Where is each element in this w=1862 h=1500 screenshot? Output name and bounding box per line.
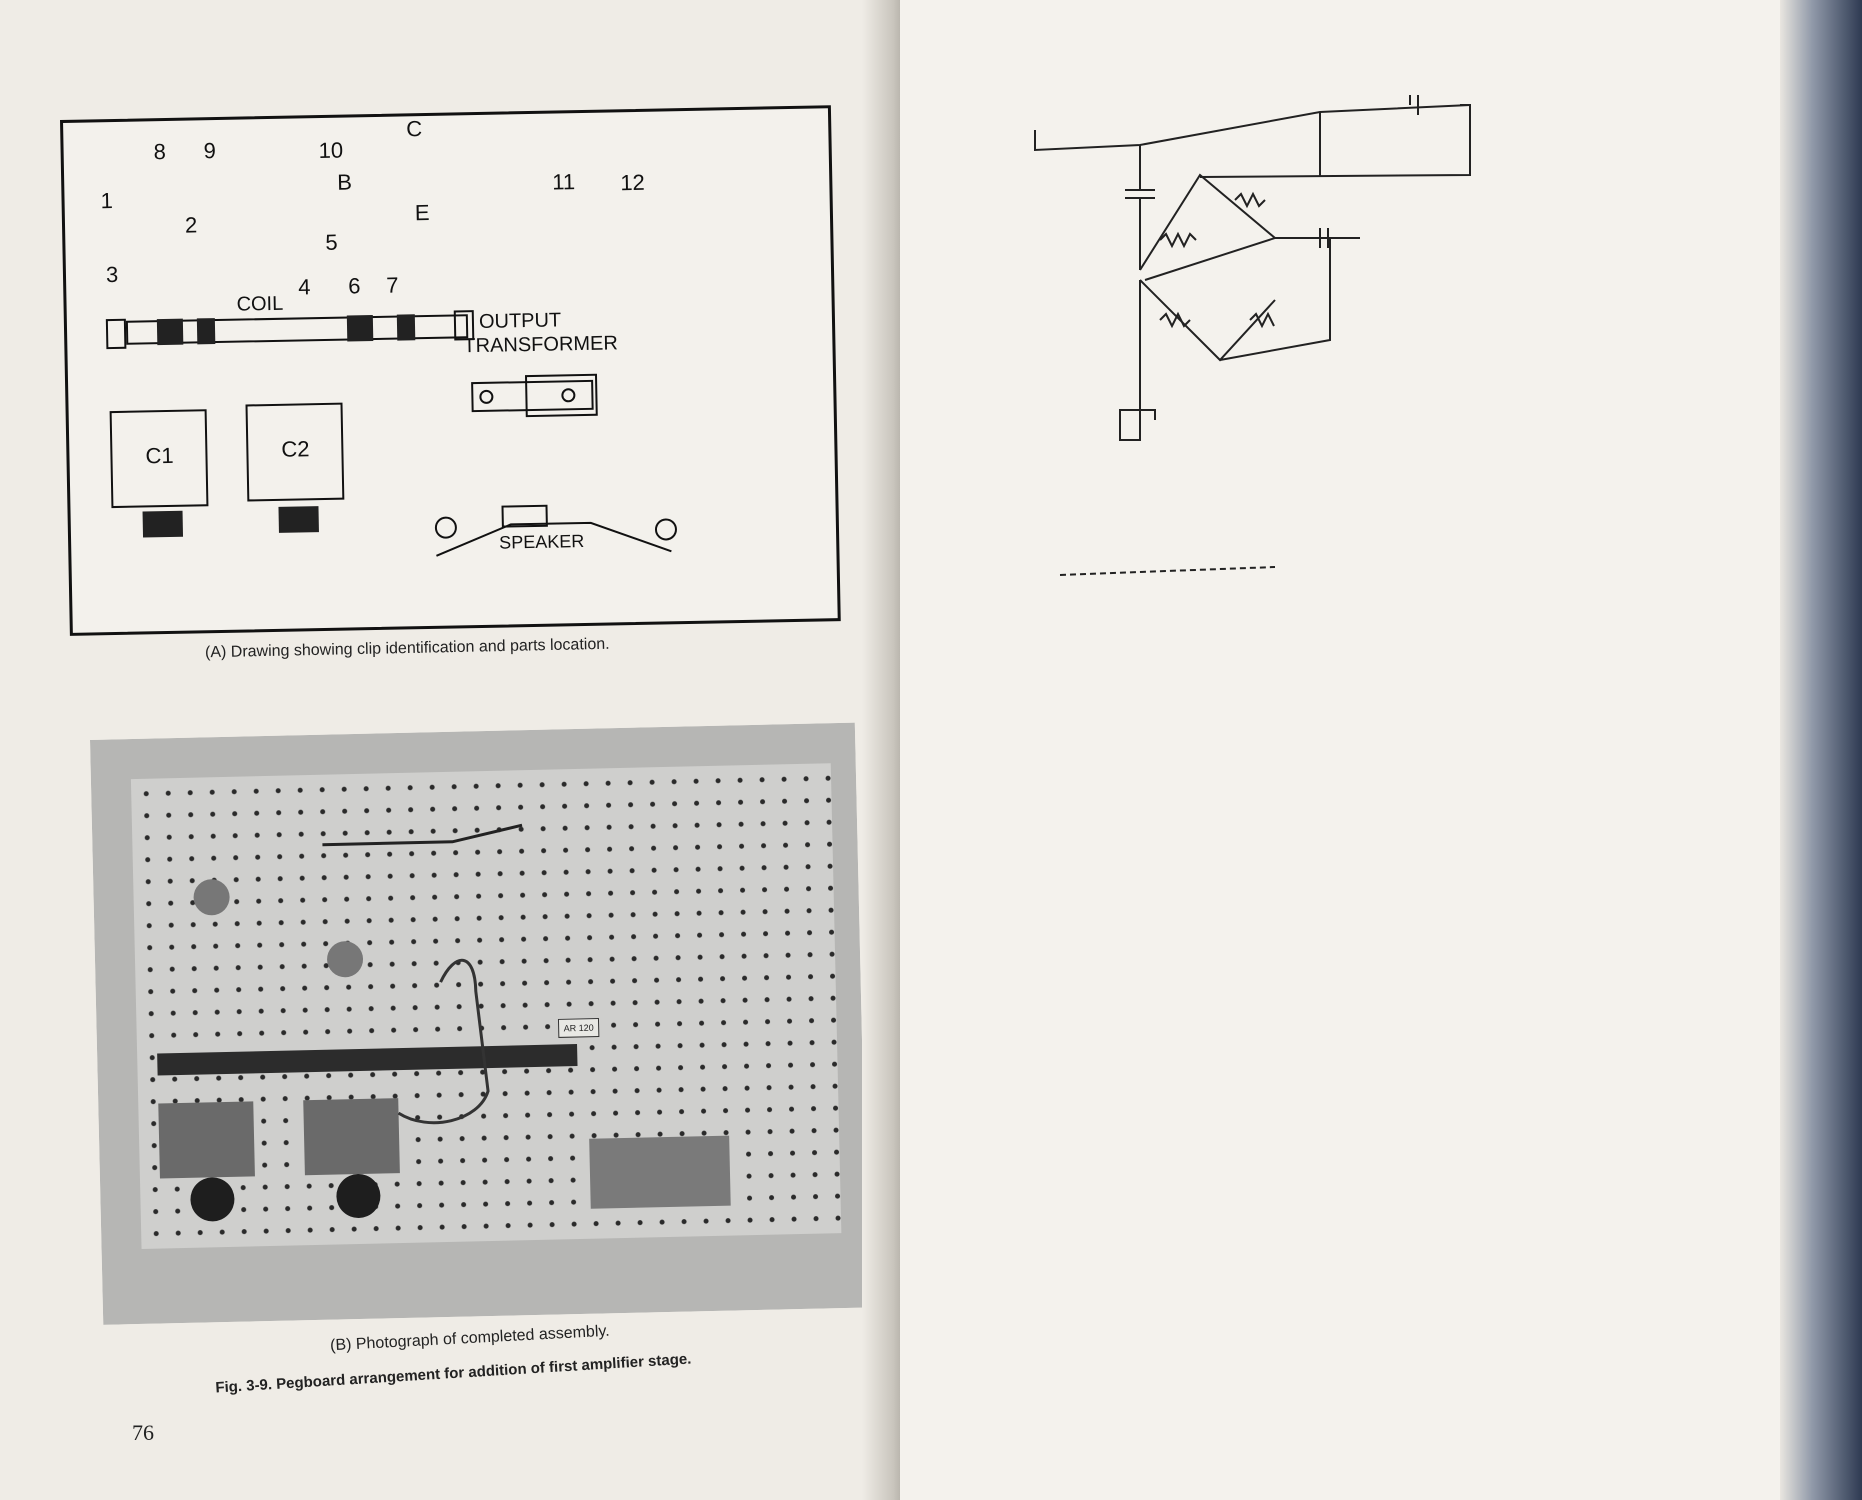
- clip-label-1: 1: [100, 188, 114, 214]
- output-transformer-label-1: OUTPUT: [478, 309, 562, 333]
- book-cover-edge: [1780, 0, 1862, 1500]
- pegboard-drawing: [60, 105, 841, 636]
- speaker-label: SPEAKER: [499, 531, 585, 553]
- clip-label-5: 5: [325, 229, 338, 255]
- clip-label-b: B: [337, 169, 353, 195]
- clip-label-2: 2: [184, 212, 198, 238]
- pegboard-drawing-lines: [63, 108, 838, 633]
- output-transformer-label-2: TRANSFORMER: [463, 332, 619, 358]
- capacitor-c1-label: C1: [145, 442, 174, 469]
- figure-a-caption: (A) Drawing showing clip identification and parts location.: [204, 635, 610, 662]
- clip-label-9: 9: [203, 138, 217, 164]
- assembly-photograph: [90, 723, 868, 1325]
- page-number-left: 76: [132, 1420, 154, 1445]
- left-page: [0, 0, 900, 1500]
- clip-label-10: 10: [318, 137, 344, 164]
- clip-label-8: 8: [153, 138, 167, 165]
- part-label: AR 120: [563, 1022, 594, 1034]
- clip-label-e: E: [414, 199, 430, 226]
- clip-label-4: 4: [298, 274, 311, 300]
- clip-label-12: 12: [620, 169, 646, 196]
- right-page: [900, 0, 1780, 1500]
- clip-label-7: 7: [385, 272, 399, 298]
- clip-label-3: 3: [105, 261, 119, 288]
- figure-title: Fig. 3-9. Pegboard arrangement for addition of first amplifier stage.: [214, 1350, 692, 1397]
- figure-b-caption: (B) Photograph of completed assembly.: [329, 1322, 611, 1355]
- clip-label-c: C: [405, 116, 423, 142]
- clip-label-6: 6: [347, 273, 361, 299]
- assembly-photograph-drawing: [90, 723, 868, 1325]
- coil-label: COIL: [236, 292, 284, 316]
- capacitor-c2-label: C2: [281, 436, 310, 462]
- clip-label-11: 11: [552, 169, 576, 195]
- circuit-diagram: [1020, 40, 1580, 620]
